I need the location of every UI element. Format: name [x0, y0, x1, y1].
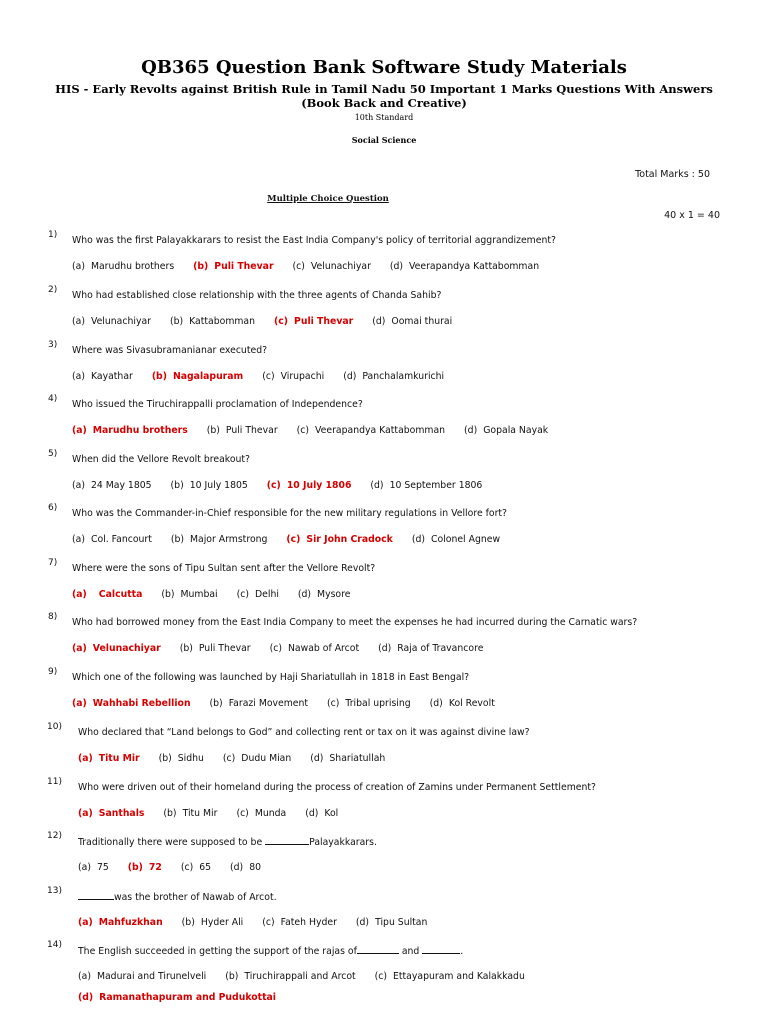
option-d: (d) Mysore: [297, 589, 351, 600]
options-row: [72, 698, 511, 709]
options-row: [72, 643, 499, 654]
option-a-answer: (a) Wahhabi Rebellion: [72, 698, 191, 709]
option-a-answer: (a) Mahfuzkhan: [78, 917, 163, 928]
question-number: 8): [48, 612, 58, 622]
question-number: 13): [47, 886, 62, 896]
question-number: 10): [47, 722, 62, 732]
question-item: [0, 722, 768, 778]
question-number: 12): [47, 831, 62, 841]
option-d: (d) Panchalamkurichi: [343, 371, 445, 382]
option-c: (c) Veerapandya Kattabomman: [296, 425, 446, 436]
question-item: [0, 667, 768, 723]
options-row: [72, 371, 460, 382]
option-b: (b) Puli Thevar: [206, 425, 278, 436]
question-text: Who declared that “Land belongs to God” and collecting rent or tax on it was against divine law?: [78, 727, 530, 738]
document-subtitle: [0, 83, 768, 110]
option-d: (d) Gopala Nayak: [464, 425, 549, 436]
option-a-answer: (a) Titu Mir: [78, 753, 140, 764]
question-item: [0, 831, 768, 887]
option-a-answer: (a) Santhals: [78, 808, 145, 819]
option-d: (d) Oomai thurai: [372, 316, 453, 327]
options-row: [72, 534, 516, 545]
option-a: (a) Madurai and Tirunelveli: [78, 971, 207, 982]
subject-label: Social Science: [351, 135, 417, 145]
option-d: (d) Kol Revolt: [429, 698, 495, 709]
option-c: (c) 65: [180, 862, 212, 873]
question-number: 7): [48, 558, 58, 568]
options-row: [78, 971, 541, 982]
option-d: (d) Kol: [305, 808, 339, 819]
question-item: [0, 394, 768, 450]
option-b: (b) Tiruchirappali and Arcot: [225, 971, 356, 982]
answer-blank: [265, 836, 309, 845]
question-item: [0, 886, 768, 942]
option-b: (b) Major Armstrong: [170, 534, 268, 545]
question-text: Where was Sivasubramanianar executed?: [72, 345, 268, 356]
question-number: 2): [48, 285, 58, 295]
option-d: (d) Tipu Sultan: [355, 917, 428, 928]
question-number: 5): [48, 449, 58, 459]
option-a-answer: (a) Calcutta: [72, 589, 143, 600]
option-c: (c) Dudu Mian: [222, 753, 292, 764]
option-b: (b) Puli Thevar: [179, 643, 251, 654]
option-a-answer: (a) Velunachiyar: [72, 643, 161, 654]
question-number: 3): [48, 340, 58, 350]
question-text: Which one of the following was launched by Haji Shariatullah in 1818 in East Bengal?: [72, 672, 470, 683]
option-d: (d) 80: [230, 862, 262, 873]
options-row: [78, 753, 401, 764]
answer-blank: [357, 945, 399, 954]
options-row: [72, 425, 564, 436]
option-c-answer: (c) Puli Thevar: [274, 316, 354, 327]
question-number: 1): [48, 230, 58, 240]
option-d: (d) Shariatullah: [310, 753, 386, 764]
option-a-answer: (a) Marudhu brothers: [72, 425, 188, 436]
subtitle-line-1: HIS - Early Revolts against British Rule in Tamil Nadu 50 Important 1 Marks Questions With Answers: [55, 82, 713, 96]
question-text: The English succeeded in getting the support of the rajas of and .: [78, 946, 464, 957]
question-item: [0, 777, 768, 833]
standard-label: 10th Standard: [354, 113, 414, 122]
marks-formula: 40 x 1 = 40: [664, 210, 720, 221]
section-title: Multiple Choice Question: [267, 194, 389, 204]
options-row: [78, 862, 277, 873]
option-b-answer: (b) 72: [127, 862, 162, 873]
option-d: (d) Veerapandya Kattabomman: [389, 261, 540, 272]
answer-blank: [422, 945, 460, 954]
option-a: (a) Velunachiyar: [72, 316, 151, 327]
option-d: (d) 10 September 1806: [370, 480, 483, 491]
option-c-answer: (c) Sir John Cradock: [286, 534, 393, 545]
option-a: (a) 24 May 1805: [72, 480, 152, 491]
option-b: (b) Sidhu: [158, 753, 204, 764]
options-row: [78, 808, 354, 819]
question-number: 9): [48, 667, 58, 677]
option-b: (b) Kattabomman: [169, 316, 256, 327]
option-d: (d) Raja of Travancore: [378, 643, 484, 654]
question-text: Who issued the Tiruchirappalli proclamation of Independence?: [72, 399, 363, 410]
document-title: QB365 Question Bank Software Study Materials: [141, 57, 627, 78]
option-b: (b) Farazi Movement: [209, 698, 309, 709]
question-text: When did the Vellore Revolt breakout?: [72, 454, 250, 465]
option-b-answer: (b) Puli Thevar: [193, 261, 274, 272]
question-text: Who had borrowed money from the East India Company to meet the expenses he had incurred during the Carnatic wars?: [72, 617, 638, 628]
option-d-answer: (d) Ramanathapuram and Pudukottai: [78, 992, 276, 1003]
option-c: (c) Tribal uprising: [327, 698, 411, 709]
question-text: Who was the Commander-in-Chief responsible for the new military regulations in Vellore fort?: [72, 508, 507, 519]
subtitle-line-2: (Book Back and Creative): [301, 95, 467, 110]
question-number: 14): [47, 940, 62, 950]
question-item: [0, 340, 768, 396]
question-item: [0, 503, 768, 559]
option-c: (c) Nawab of Arcot: [269, 643, 360, 654]
question-number: 11): [47, 777, 62, 787]
options-row: [72, 316, 468, 327]
question-item: [0, 230, 768, 286]
question-item: [0, 940, 768, 996]
options-row: [72, 480, 498, 491]
question-text: Who were driven out of their homeland during the process of creation of Zamins under Permanent Settlement?: [78, 782, 596, 793]
question-item: [0, 558, 768, 614]
options-row: [72, 589, 366, 600]
option-a: (a) Marudhu brothers: [72, 261, 175, 272]
option-b: (b) 10 July 1805: [170, 480, 248, 491]
option-b-answer: (b) Nagalapuram: [151, 371, 244, 382]
total-marks: Total Marks : 50: [635, 169, 710, 180]
question-text: Who was the first Palayakkarars to resist the East India Company's policy of territorial aggrandizement?: [72, 235, 556, 246]
question-text: Traditionally there were supposed to be Palayakkarars.: [78, 837, 377, 848]
option-a: (a) Kayathar: [72, 371, 133, 382]
question-text: Where were the sons of Tipu Sultan sent after the Vellore Revolt?: [72, 563, 376, 574]
option-c: (c) Delhi: [236, 589, 279, 600]
option-c: (c) Virupachi: [262, 371, 325, 382]
option-c: (c) Ettayapuram and Kalakkadu: [374, 971, 525, 982]
option-b: (b) Hyder Ali: [181, 917, 244, 928]
option-b: (b) Titu Mir: [163, 808, 218, 819]
option-b: (b) Mumbai: [161, 589, 218, 600]
question-item: [0, 285, 768, 341]
question-item: [0, 612, 768, 668]
option-a: (a) Col. Fancourt: [72, 534, 152, 545]
option-c: (c) Munda: [236, 808, 287, 819]
answer-blank: [78, 891, 114, 900]
question-number: 4): [48, 394, 58, 404]
option-c: (c) Fateh Hyder: [262, 917, 337, 928]
option-c-answer: (c) 10 July 1806: [266, 480, 352, 491]
question-item: [0, 449, 768, 505]
question-number: 6): [48, 503, 58, 513]
options-row: [78, 917, 443, 928]
option-d: (d) Colonel Agnew: [411, 534, 501, 545]
option-c: (c) Velunachiyar: [292, 261, 371, 272]
options-row: [72, 261, 555, 272]
question-text: was the brother of Nawab of Arcot.: [78, 891, 277, 903]
option-a: (a) 75: [78, 862, 109, 873]
question-text: Who had established close relationship with the three agents of Chanda Sahib?: [72, 290, 442, 301]
